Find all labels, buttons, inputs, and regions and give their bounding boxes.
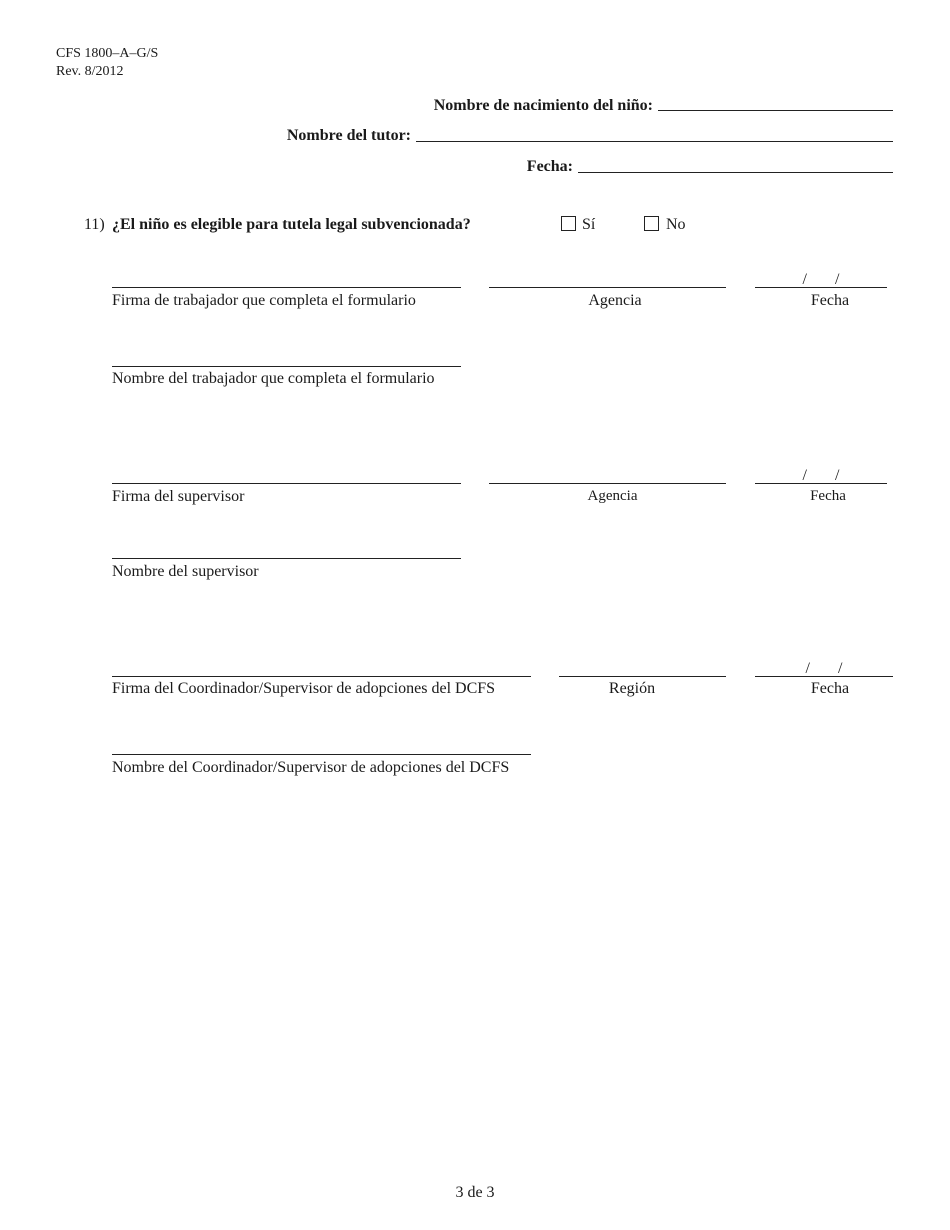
supervisor-date-line[interactable] — [755, 483, 887, 484]
worker-name-label: Nombre del trabajador que completa el formulario — [112, 370, 435, 387]
supervisor-signature-label: Firma del supervisor — [112, 488, 245, 505]
coordinator-signature-label: Firma del Coordinador/Supervisor de adopciones del DCFS — [112, 680, 496, 697]
question-text: ¿El niño es elegible para tutela legal subvencionada? — [112, 216, 471, 233]
coordinator-date-line[interactable] — [755, 676, 893, 677]
worker-agency-label: Agencia — [588, 292, 642, 309]
no-label: No — [666, 216, 686, 233]
worker-agency-line[interactable] — [489, 287, 726, 288]
top-date-field[interactable] — [578, 172, 893, 173]
worker-date-line[interactable] — [755, 287, 887, 288]
supervisor-date-label: Fecha — [810, 488, 846, 504]
coordinator-signature-line[interactable] — [112, 676, 531, 677]
birth-name-field[interactable] — [658, 110, 893, 111]
coordinator-date-slashes: / / — [805, 660, 843, 677]
supervisor-date-slashes: / / — [802, 467, 840, 484]
guardian-name-field[interactable] — [416, 141, 893, 142]
worker-name-line[interactable] — [112, 366, 461, 367]
supervisor-signature-line[interactable] — [112, 483, 461, 484]
worker-signature-line[interactable] — [112, 287, 461, 288]
coordinator-region-line[interactable] — [559, 676, 726, 677]
supervisor-agency-line[interactable] — [489, 483, 726, 484]
guardian-name-label: Nombre del tutor: — [286, 127, 411, 144]
form-revision: Rev. 8/2012 — [56, 64, 124, 79]
coordinator-date-label: Fecha — [810, 680, 850, 697]
coordinator-region-label: Región — [608, 680, 656, 697]
yes-checkbox[interactable] — [561, 216, 576, 231]
top-date-label: Fecha: — [526, 158, 573, 175]
worker-signature-label: Firma de trabajador que completa el formulario — [112, 292, 416, 309]
coordinator-name-line[interactable] — [112, 754, 531, 755]
yes-label: Sí — [582, 216, 596, 233]
worker-date-label: Fecha — [810, 292, 850, 309]
supervisor-name-label: Nombre del supervisor — [112, 563, 259, 580]
worker-date-slashes: / / — [802, 271, 840, 288]
birth-name-label: Nombre de nacimiento del niño: — [433, 97, 653, 114]
coordinator-name-label: Nombre del Coordinador/Supervisor de adopciones del DCFS — [112, 759, 510, 776]
supervisor-agency-label: Agencia — [587, 488, 638, 504]
supervisor-name-line[interactable] — [112, 558, 461, 559]
question-number: 11) — [84, 216, 105, 233]
form-code: CFS 1800–A–G/S — [56, 46, 159, 61]
no-checkbox[interactable] — [644, 216, 659, 231]
page-number: 3 de 3 — [455, 1184, 495, 1201]
